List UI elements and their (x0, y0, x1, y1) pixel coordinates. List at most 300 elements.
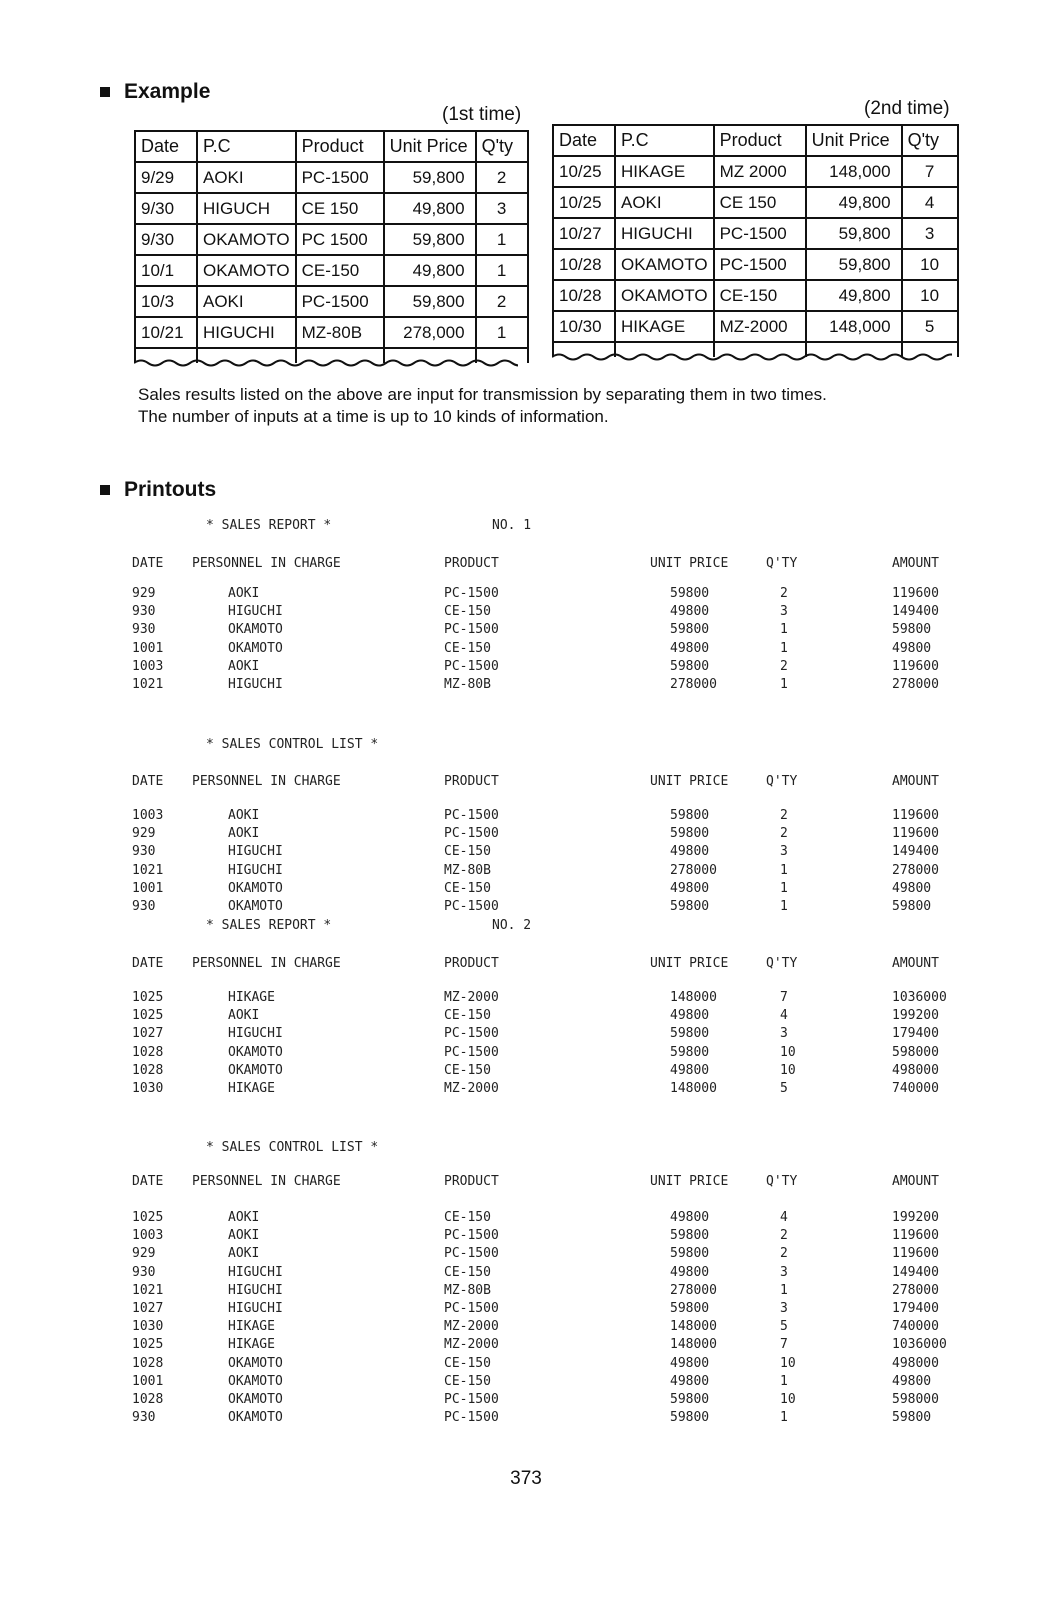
printout-personnel: OKAMOTO (228, 880, 283, 896)
table-row (135, 255, 528, 286)
header-pc: P.C (615, 125, 714, 156)
printout-unit-price: 148000 (670, 1319, 717, 1335)
col-header-personnel: PERSONNEL IN CHARGE (192, 1174, 341, 1189)
printout-qty: 2 (780, 658, 788, 674)
printout-unit-price: 59800 (670, 1392, 710, 1407)
printout-amount: 598000 (892, 1044, 939, 1060)
printout-personnel: HIGUCHI (228, 844, 283, 860)
printout-data-row (0, 586, 1052, 604)
printout-product: MZ-2000 (444, 990, 499, 1005)
torn-edge-wave-icon (134, 357, 518, 369)
printout-qty: 1 (780, 862, 788, 878)
printout-unit-price: 59800 (670, 1228, 710, 1244)
printout-personnel: HIGUCHI (228, 862, 283, 878)
printout-product: MZ-80B (444, 1282, 491, 1298)
printout-personnel: HIGUCHI (228, 1264, 283, 1280)
printout-amount: 119600 (892, 658, 939, 674)
cell-product: PC-1500 (714, 218, 806, 249)
col-header-unit-price: UNIT PRICE (650, 556, 729, 571)
first-time-table (134, 130, 529, 363)
printout-personnel: OKAMOTO (228, 899, 283, 914)
cell-pc: AOKI (197, 286, 296, 317)
printout-amount: 49800 (892, 1373, 932, 1389)
printout-date: 1030 (132, 1319, 164, 1335)
printout-qty: 1 (780, 622, 788, 638)
printout-product: PC-1500 (444, 826, 499, 842)
printout-personnel: HIKAGE (228, 990, 275, 1005)
printout-unit-price: 148000 (670, 1081, 717, 1096)
col-header-amount: AMOUNT (892, 956, 939, 971)
printout-product: PC-1500 (444, 658, 499, 674)
printout-data-row (0, 1228, 1052, 1246)
header-qty: Q'ty (902, 125, 958, 156)
printout-unit-price: 49800 (670, 1373, 710, 1389)
printout-qty: 7 (780, 990, 788, 1005)
cell-product: PC-1500 (296, 286, 384, 317)
cell-pc: AOKI (615, 187, 714, 218)
printout-unit-price: 278000 (670, 677, 717, 692)
printout-data-row (0, 1045, 1052, 1063)
printout-personnel: HIKAGE (228, 1081, 275, 1096)
col-header-date: DATE (132, 556, 164, 571)
printout-header-row (0, 956, 1052, 974)
printout-amount: 119600 (892, 826, 939, 842)
printout-data-row (0, 677, 1052, 695)
description-line-2: The number of inputs at a time is up to 10 kinds of information. (138, 407, 609, 426)
table-header-row (135, 131, 528, 162)
printout-product: CE-150 (444, 1264, 491, 1280)
printout-data-row (0, 1356, 1052, 1374)
cell-date: 10/21 (135, 317, 197, 348)
col-header-personnel: PERSONNEL IN CHARGE (192, 774, 341, 789)
printouts-heading (100, 478, 216, 502)
cell-product: CE-150 (296, 255, 384, 286)
printout-date: 1025 (132, 1008, 164, 1024)
printout-report-number: NO. 1 (492, 518, 532, 533)
cell-qty: 1 (476, 224, 528, 255)
printout-unit-price: 49800 (670, 880, 710, 896)
cell-unit-price: 49,800 (384, 255, 476, 286)
cell-date: 9/30 (135, 193, 197, 224)
printout-unit-price: 49800 (670, 844, 710, 860)
cell-date: 10/25 (553, 156, 615, 187)
col-header-date: DATE (132, 956, 164, 971)
printout-qty: 10 (780, 1392, 796, 1407)
printout-unit-price: 59800 (670, 1044, 710, 1060)
cell-date: 10/3 (135, 286, 197, 317)
printout-qty: 3 (780, 604, 788, 620)
printout-date: 930 (132, 1410, 156, 1426)
printout-personnel: OKAMOTO (228, 1410, 283, 1426)
page-number: 373 (510, 1468, 542, 1489)
printouts-heading-text: Printouts (124, 478, 217, 501)
cell-unit-price: 59,800 (806, 249, 902, 280)
printout-personnel: HIGUCHI (228, 604, 283, 620)
printout-qty: 2 (780, 808, 788, 823)
printout-data-row (0, 1301, 1052, 1319)
table-row (135, 286, 528, 317)
cell-product: PC-1500 (296, 162, 384, 193)
printout-personnel: OKAMOTO (228, 622, 283, 638)
cell-qty: 3 (476, 193, 528, 224)
cell-pc: HIGUCHI (197, 317, 296, 348)
printout-date: 1021 (132, 1282, 164, 1298)
bullet-square-icon (100, 485, 110, 495)
printout-data-row (0, 1210, 1052, 1228)
printout-unit-price: 49800 (670, 1210, 710, 1225)
printout-date: 929 (132, 826, 156, 842)
cell-date: 10/25 (553, 187, 615, 218)
printout-product: MZ-80B (444, 862, 491, 878)
table-row (553, 249, 958, 280)
printout-qty: 3 (780, 1264, 788, 1280)
printout-data-row (0, 990, 1052, 1008)
printout-personnel: AOKI (228, 1008, 260, 1024)
printout-date: 1028 (132, 1355, 164, 1371)
cell-pc: HIGUCHI (615, 218, 714, 249)
printout-qty: 3 (780, 1026, 788, 1042)
printout-date: 1030 (132, 1081, 164, 1096)
cell-pc: OKAMOTO (197, 255, 296, 286)
printout-amount: 740000 (892, 1081, 939, 1096)
cell-qty: 2 (476, 286, 528, 317)
cell-unit-price: 59,800 (384, 224, 476, 255)
col-header-date: DATE (132, 1174, 164, 1189)
printout-date: 930 (132, 604, 156, 620)
printout-product: CE-150 (444, 844, 491, 860)
example-heading (100, 80, 210, 104)
printout-date: 1028 (132, 1044, 164, 1060)
col-header-product: PRODUCT (444, 1174, 499, 1189)
table-row (135, 193, 528, 224)
description-paragraph (138, 384, 998, 428)
printout-date: 1027 (132, 1301, 164, 1316)
printout-date: 930 (132, 622, 156, 638)
col-header-qty: Q'TY (766, 1174, 798, 1189)
printout-date: 1001 (132, 640, 164, 656)
table-row (553, 311, 958, 342)
cell-product: MZ 2000 (714, 156, 806, 187)
printout-amount: 1036000 (892, 990, 947, 1005)
printout-unit-price: 59800 (670, 1246, 710, 1262)
printout-qty: 3 (780, 844, 788, 860)
printout-product: PC-1500 (444, 1228, 499, 1244)
printout-qty: 2 (780, 586, 788, 601)
printout-date: 1028 (132, 1392, 164, 1407)
col-header-product: PRODUCT (444, 556, 499, 571)
cell-pc: AOKI (197, 162, 296, 193)
description-line-1: Sales results listed on the above are input for transmission by separating them in two times. (138, 385, 827, 404)
header-qty: Q'ty (476, 131, 528, 162)
printout-personnel: AOKI (228, 826, 260, 842)
printout-personnel: HIKAGE (228, 1337, 275, 1353)
printout-data-row (0, 863, 1052, 881)
printout-data-row (0, 1410, 1052, 1428)
printout-date: 1003 (132, 808, 164, 823)
printout-qty: 2 (780, 1228, 788, 1244)
printout-product: PC-1500 (444, 622, 499, 638)
printout-date: 1001 (132, 1373, 164, 1389)
printout-amount: 49800 (892, 640, 932, 656)
printout-product: CE-150 (444, 1210, 491, 1225)
table-row (553, 280, 958, 311)
header-unit-price: Unit Price (384, 131, 476, 162)
printout-amount: 278000 (892, 862, 939, 878)
printout-data-row (0, 826, 1052, 844)
printout-amount: 149400 (892, 604, 939, 620)
header-product: Product (296, 131, 384, 162)
printout-data-row (0, 641, 1052, 659)
printout-title: * SALES REPORT * (206, 518, 332, 533)
table-row (553, 156, 958, 187)
printout-date: 1025 (132, 1210, 164, 1225)
printout-amount: 498000 (892, 1062, 939, 1078)
col-header-product: PRODUCT (444, 956, 499, 971)
printout-data-row (0, 1319, 1052, 1337)
cell-unit-price: 148,000 (806, 311, 902, 342)
printout-unit-price: 49800 (670, 1264, 710, 1280)
cell-qty: 4 (902, 187, 958, 218)
printout-unit-price: 59800 (670, 622, 710, 638)
printout-date: 1003 (132, 1228, 164, 1244)
printout-qty: 2 (780, 1246, 788, 1262)
header-product: Product (714, 125, 806, 156)
printout-product: MZ-2000 (444, 1081, 499, 1096)
header-date: Date (553, 125, 615, 156)
printout-personnel: AOKI (228, 808, 260, 823)
col-header-personnel: PERSONNEL IN CHARGE (192, 956, 341, 971)
printout-personnel: OKAMOTO (228, 1062, 283, 1078)
printout-qty: 10 (780, 1062, 796, 1078)
cell-unit-price: 49,800 (806, 280, 902, 311)
printout-title-row (0, 918, 1052, 936)
printout-title: * SALES REPORT * (206, 918, 332, 933)
printout-data-row (0, 1063, 1052, 1081)
printout-qty: 1 (780, 899, 788, 914)
cell-qty: 10 (902, 249, 958, 280)
printout-amount: 278000 (892, 1282, 939, 1298)
printout-personnel: OKAMOTO (228, 1355, 283, 1371)
printout-unit-price: 148000 (670, 1337, 717, 1353)
printout-unit-price: 59800 (670, 586, 710, 601)
first-time-caption: (1st time) (442, 104, 522, 125)
printout-personnel: OKAMOTO (228, 1373, 283, 1389)
printout-title-row (0, 518, 1052, 536)
cell-date: 9/29 (135, 162, 197, 193)
printout-amount: 598000 (892, 1392, 939, 1407)
cell-qty: 5 (902, 311, 958, 342)
printout-date: 1003 (132, 658, 164, 674)
printout-title: * SALES CONTROL LIST * (206, 1140, 379, 1155)
printout-personnel: HIKAGE (228, 1319, 275, 1335)
printout-unit-price: 59800 (670, 826, 710, 842)
printout-personnel: OKAMOTO (228, 1044, 283, 1060)
printout-personnel: HIGUCHI (228, 1282, 283, 1298)
cell-product: MZ-80B (296, 317, 384, 348)
printout-qty: 5 (780, 1319, 788, 1335)
printout-product: MZ-2000 (444, 1337, 499, 1353)
printout-data-row (0, 844, 1052, 862)
cell-qty: 10 (902, 280, 958, 311)
printout-unit-price: 49800 (670, 1008, 710, 1024)
cell-qty: 1 (476, 317, 528, 348)
printout-product: PC-1500 (444, 808, 499, 823)
printout-amount: 740000 (892, 1319, 939, 1335)
printout-date: 930 (132, 1264, 156, 1280)
printout-unit-price: 59800 (670, 1410, 710, 1426)
cell-unit-price: 59,800 (384, 286, 476, 317)
cell-pc: HIKAGE (615, 156, 714, 187)
cell-unit-price: 148,000 (806, 156, 902, 187)
col-header-amount: AMOUNT (892, 774, 939, 789)
printout-product: CE-150 (444, 1373, 491, 1389)
col-header-qty: Q'TY (766, 956, 798, 971)
cell-date: 10/28 (553, 249, 615, 280)
printout-header-row (0, 1174, 1052, 1192)
header-date: Date (135, 131, 197, 162)
printout-amount: 498000 (892, 1355, 939, 1371)
printout-personnel: HIGUCHI (228, 677, 283, 692)
printout-amount: 119600 (892, 586, 939, 601)
printout-qty: 1 (780, 1282, 788, 1298)
printout-unit-price: 278000 (670, 862, 717, 878)
printout-qty: 1 (780, 677, 788, 692)
example-heading-text: Example (124, 80, 211, 103)
printout-product: CE-150 (444, 604, 491, 620)
col-header-qty: Q'TY (766, 774, 798, 789)
table-row (135, 224, 528, 255)
printout-amount: 59800 (892, 622, 932, 638)
table-row (553, 187, 958, 218)
printout-data-row (0, 899, 1052, 917)
printout-amount: 179400 (892, 1026, 939, 1042)
cell-pc: HIKAGE (615, 311, 714, 342)
cell-unit-price: 59,800 (384, 162, 476, 193)
col-header-date: DATE (132, 774, 164, 789)
printout-data-row (0, 604, 1052, 622)
col-header-amount: AMOUNT (892, 556, 939, 571)
printout-data-row (0, 1081, 1052, 1099)
printout-amount: 119600 (892, 1246, 939, 1262)
printout-amount: 179400 (892, 1301, 939, 1316)
bullet-square-icon (100, 87, 110, 97)
printout-date: 1021 (132, 677, 164, 692)
table-row (135, 162, 528, 193)
printout-date: 930 (132, 844, 156, 860)
printout-title-row (0, 1140, 1052, 1158)
printout-amount: 149400 (892, 844, 939, 860)
cell-product: CE 150 (714, 187, 806, 218)
cell-pc: OKAMOTO (615, 249, 714, 280)
printout-personnel: HIGUCHI (228, 1026, 283, 1042)
printout-amount: 119600 (892, 1228, 939, 1244)
printout-unit-price: 49800 (670, 1355, 710, 1371)
cell-date: 10/27 (553, 218, 615, 249)
printout-qty: 2 (780, 826, 788, 842)
cell-product: CE-150 (714, 280, 806, 311)
printout-personnel: HIGUCHI (228, 1301, 283, 1316)
printout-header-row (0, 556, 1052, 574)
printout-unit-price: 49800 (670, 604, 710, 620)
torn-edge-wave-icon (552, 351, 952, 363)
printout-product: PC-1500 (444, 1410, 499, 1426)
printout-unit-price: 59800 (670, 808, 710, 823)
printout-personnel: AOKI (228, 586, 260, 601)
printout-amount: 59800 (892, 899, 932, 914)
printout-product: CE-150 (444, 880, 491, 896)
printout-qty: 10 (780, 1355, 796, 1371)
second-time-caption: (2nd time) (864, 98, 950, 119)
printout-product: PC-1500 (444, 1246, 499, 1262)
cell-qty: 2 (476, 162, 528, 193)
printout-product: MZ-2000 (444, 1319, 499, 1335)
printout-unit-price: 148000 (670, 990, 717, 1005)
col-header-unit-price: UNIT PRICE (650, 774, 729, 789)
printout-product: MZ-80B (444, 677, 491, 692)
printout-product: CE-150 (444, 1355, 491, 1371)
printout-unit-price: 59800 (670, 1301, 710, 1316)
printout-product: PC-1500 (444, 586, 499, 601)
cell-unit-price: 59,800 (806, 218, 902, 249)
printout-data-row (0, 881, 1052, 899)
printout-amount: 1036000 (892, 1337, 947, 1353)
printout-date: 930 (132, 899, 156, 914)
table-row (135, 317, 528, 348)
printout-data-row (0, 1026, 1052, 1044)
printout-date: 1028 (132, 1062, 164, 1078)
cell-unit-price: 278,000 (384, 317, 476, 348)
printout-product: PC-1500 (444, 1026, 499, 1042)
printout-qty: 4 (780, 1008, 788, 1024)
cell-date: 9/30 (135, 224, 197, 255)
printout-data-row (0, 808, 1052, 826)
cell-product: MZ-2000 (714, 311, 806, 342)
printout-product: PC-1500 (444, 1392, 499, 1407)
printout-personnel: AOKI (228, 1246, 260, 1262)
printout-data-row (0, 1246, 1052, 1264)
printout-qty: 1 (780, 1373, 788, 1389)
col-header-product: PRODUCT (444, 774, 499, 789)
printout-data-row (0, 622, 1052, 640)
printout-qty: 1 (780, 1410, 788, 1426)
printout-date: 1025 (132, 1337, 164, 1353)
printout-amount: 119600 (892, 808, 939, 823)
printout-title: * SALES CONTROL LIST * (206, 737, 379, 752)
col-header-unit-price: UNIT PRICE (650, 1174, 729, 1189)
printout-title-row (0, 737, 1052, 755)
printout-product: CE-150 (444, 1062, 491, 1078)
printout-data-row (0, 1265, 1052, 1283)
printout-unit-price: 278000 (670, 1282, 717, 1298)
printout-amount: 199200 (892, 1008, 939, 1024)
printout-unit-price: 59800 (670, 658, 710, 674)
printout-date: 1025 (132, 990, 164, 1005)
printout-personnel: OKAMOTO (228, 1392, 283, 1407)
header-pc: P.C (197, 131, 296, 162)
cell-product: PC 1500 (296, 224, 384, 255)
printout-date: 929 (132, 1246, 156, 1262)
printout-qty: 4 (780, 1210, 788, 1225)
printout-header-row (0, 774, 1052, 792)
printout-data-row (0, 1008, 1052, 1026)
second-time-table (552, 124, 959, 357)
cell-date: 10/1 (135, 255, 197, 286)
cell-unit-price: 49,800 (806, 187, 902, 218)
printout-unit-price: 59800 (670, 899, 710, 914)
cell-product: CE 150 (296, 193, 384, 224)
printout-date: 1027 (132, 1026, 164, 1042)
cell-pc: HIGUCH (197, 193, 296, 224)
